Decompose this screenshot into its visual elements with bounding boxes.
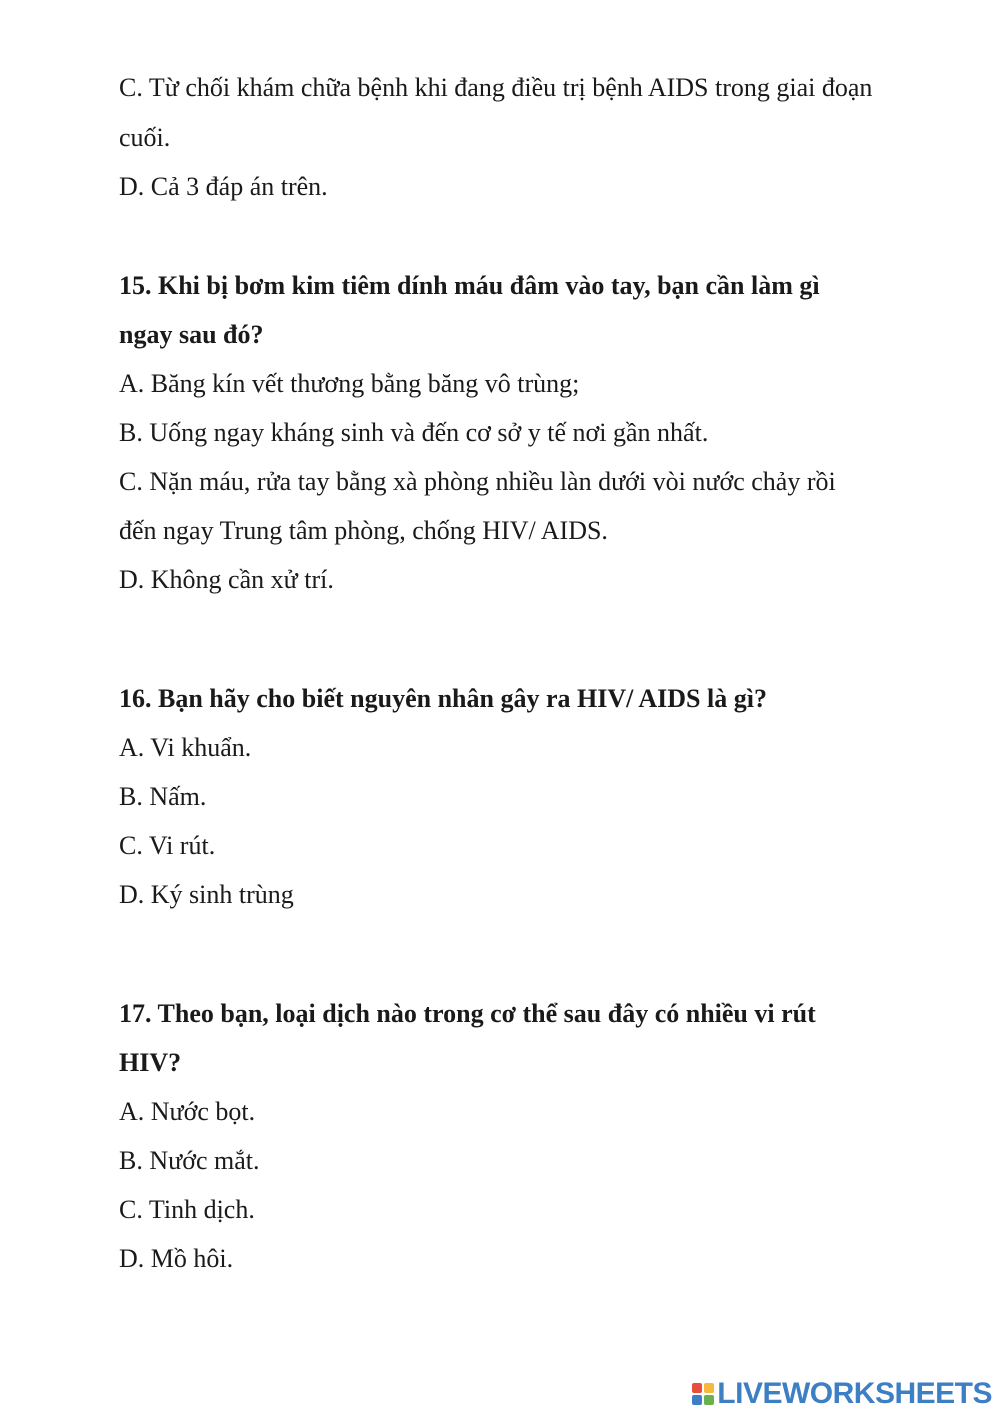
liveworksheets-logo (692, 1374, 992, 1414)
logo-text: LIVEWORKSHEETS (717, 1377, 992, 1410)
logo-square-4 (704, 1395, 714, 1405)
question-16-option-b: B. Nấm. (119, 782, 207, 811)
question-15-option-c-line2: đến ngay Trung tâm phòng, chống HIV/ AIDS. (119, 516, 608, 545)
question-15-option-d: D. Không cần xử trí. (119, 565, 334, 594)
question-17-option-c: C. Tinh dịch. (119, 1195, 255, 1224)
prev-option-d: D. Cả 3 đáp án trên. (119, 172, 328, 201)
question-17-option-b: B. Nước mắt. (119, 1146, 260, 1175)
prev-option-c-line2: cuối. (119, 123, 171, 152)
question-15-option-a: A. Băng kín vết thương bằng băng vô trùng; (119, 369, 580, 398)
question-17-title-line1: 17. Theo bạn, loại dịch nào trong cơ thể sau đây có nhiều vi rút (119, 999, 816, 1028)
question-16-option-a: A. Vi khuẩn. (119, 733, 252, 762)
logo-square-1 (692, 1383, 702, 1393)
question-17-option-d: D. Mồ hôi. (119, 1244, 234, 1273)
liveworksheets-logo-icon (692, 1383, 714, 1405)
question-15-option-b: B. Uống ngay kháng sinh và đến cơ sở y tế nơi gần nhất. (119, 418, 709, 447)
question-16-title: 16. Bạn hãy cho biết nguyên nhân gây ra HIV/ AIDS là gì? (119, 684, 767, 713)
question-16-option-c: C. Vi rút. (119, 831, 216, 860)
prev-option-c-line1: C. Từ chối khám chữa bệnh khi đang điều trị bệnh AIDS trong giai đoạn (119, 73, 873, 102)
question-17-option-a: A. Nước bọt. (119, 1097, 256, 1126)
logo-square-2 (704, 1383, 714, 1393)
question-15-option-c-line1: C. Nặn máu, rửa tay bằng xà phòng nhiều làn dưới vòi nước chảy rồi (119, 467, 836, 496)
question-16-option-d: D. Ký sinh trùng (119, 880, 294, 909)
question-15-title-line1: 15. Khi bị bơm kim tiêm dính máu đâm vào tay, bạn cần làm gì (119, 271, 820, 300)
question-15-title-line2: ngay sau đó? (119, 320, 264, 349)
question-17-title-line2: HIV? (119, 1048, 182, 1077)
logo-square-3 (692, 1395, 702, 1405)
